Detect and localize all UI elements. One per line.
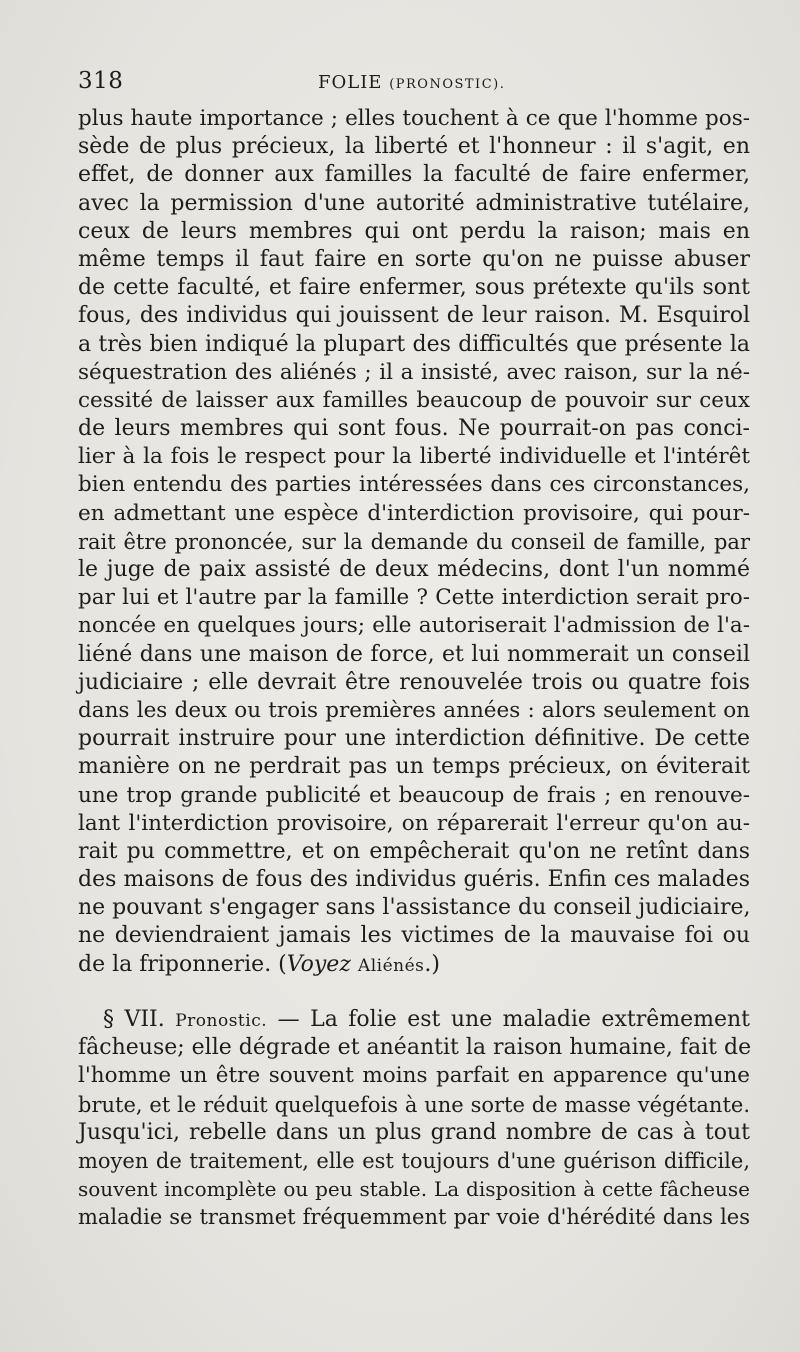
cross-reference: Aliénés	[357, 955, 425, 976]
text-line: par lui et l'autre par la famille ? Cette interdiction serait pro-	[78, 585, 750, 611]
text-line: ceux de leurs membres qui ont perdu la raison; mais en	[78, 218, 750, 244]
text-line: manière on ne perdrait pas un temps précieux, on éviterait	[78, 754, 750, 780]
text-line: a très bien indiqué la plupart des difficultés que présente la	[78, 331, 750, 357]
text-line: brute, et le réduit quelquefois à une sorte de masse végétante.	[78, 1092, 750, 1117]
text-line: sède de plus précieux, la liberté et l'honneur : il s'agit, en	[78, 134, 750, 160]
last-line-close: .)	[424, 951, 440, 977]
running-head	[318, 72, 505, 93]
text-line: rait être prononcée, sur la demande du conseil de famille, par	[78, 529, 750, 554]
text-line: effet, de donner aux familles la faculté de faire enfermer,	[78, 162, 750, 188]
text-line: maladie se transmet fréquemment par voie d'hérédité dans les	[78, 1205, 750, 1230]
paragraph-prognosis	[78, 1006, 750, 1232]
paragraph-custody	[78, 105, 750, 979]
text-line: de leurs membres qui sont fous. Ne pourrait-on pas conci-	[78, 416, 750, 442]
text-line: liéné dans une maison de force, et lui nommerait un conseil	[78, 641, 750, 667]
page-number: 318	[78, 68, 124, 94]
text-line: lier à la fois le respect pour la liberté individuelle et l'intérêt	[78, 444, 750, 470]
running-head-paren: (PRONOSTIC).	[389, 77, 506, 92]
text-line: l'homme un être souvent moins parfait en apparence qu'une	[78, 1063, 750, 1089]
text-line: noncée en quelques jours; elle autoriserait l'admission de l'a-	[78, 613, 750, 639]
text-line: plus haute importance ; elles touchent à ce que l'homme pos-	[78, 106, 750, 131]
section-title: Pronostic.	[175, 1011, 268, 1031]
text-line: fâcheuse; elle dégrade et anéantit la raison humaine, fait de	[78, 1035, 752, 1061]
page-header	[78, 68, 750, 98]
section-first-line: — La folie est une maladie extrêmement	[277, 1007, 751, 1032]
text-line: ne pouvant s'engager sans l'assistance du conseil judiciaire,	[78, 895, 751, 921]
voyez-italic: Voyez	[286, 951, 351, 977]
text-line: lant l'interdiction provisoire, on réparerait l'erreur qu'on au-	[78, 810, 750, 836]
text-line: des maisons de fous des individus guéris. Enfin ces malades	[78, 867, 750, 893]
text-line: ne deviendraient jamais les victimes de la mauvaise foi ou	[78, 923, 750, 949]
text-line: souvent incomplète ou peu stable. La disposition à cette fâcheuse	[78, 1177, 750, 1202]
text-line: bien entendu des parties intéressées dans ces circonstances,	[78, 472, 750, 498]
text-line: moyen de traitement, elle est toujours d'une guérison difficile,	[78, 1148, 750, 1173]
text-line: pourrait instruire pour une interdiction définitive. De cette	[78, 726, 750, 752]
last-line-text: de la friponnerie. (	[78, 951, 287, 977]
section-heading-line	[78, 1006, 750, 1034]
text-line: de cette faculté, et faire enfermer, sous prétexte qu'ils sont	[78, 275, 750, 301]
text-line: cessité de laisser aux familles beaucoup de pouvoir sur ceux	[78, 387, 750, 413]
text-line: fous, des individus qui jouissent de leur raison. M. Esquirol	[78, 303, 750, 329]
text-line: séquestration des aliénés ; il a insisté, avec raison, sur la né-	[78, 359, 750, 385]
text-line: avec la permission d'une autorité administrative tutélaire,	[78, 190, 750, 216]
section-mark: § VII.	[103, 1007, 165, 1032]
text-line: même temps il faut faire en sorte qu'on ne puisse abuser	[78, 246, 750, 272]
text-line-last	[78, 951, 750, 979]
text-line: en admettant une espèce d'interdiction provisoire, qui pour-	[78, 500, 750, 526]
text-line: rait pu commettre, et on empêcherait qu'on ne retînt dans	[78, 838, 750, 864]
text-line: Jusqu'ici, rebelle dans un plus grand nombre de cas à tout	[78, 1119, 750, 1145]
text-line: le juge de paix assisté de deux médecins, dont l'un nommé	[78, 557, 750, 582]
running-head-main: FOLIE	[318, 72, 383, 93]
text-line: une trop grande publicité et beaucoup de frais ; en renouve-	[78, 782, 750, 808]
text-line: judiciaire ; elle devrait être renouvelée trois ou quatre fois	[78, 669, 750, 695]
text-line: dans les deux ou trois premières années : alors seulement on	[78, 697, 750, 723]
